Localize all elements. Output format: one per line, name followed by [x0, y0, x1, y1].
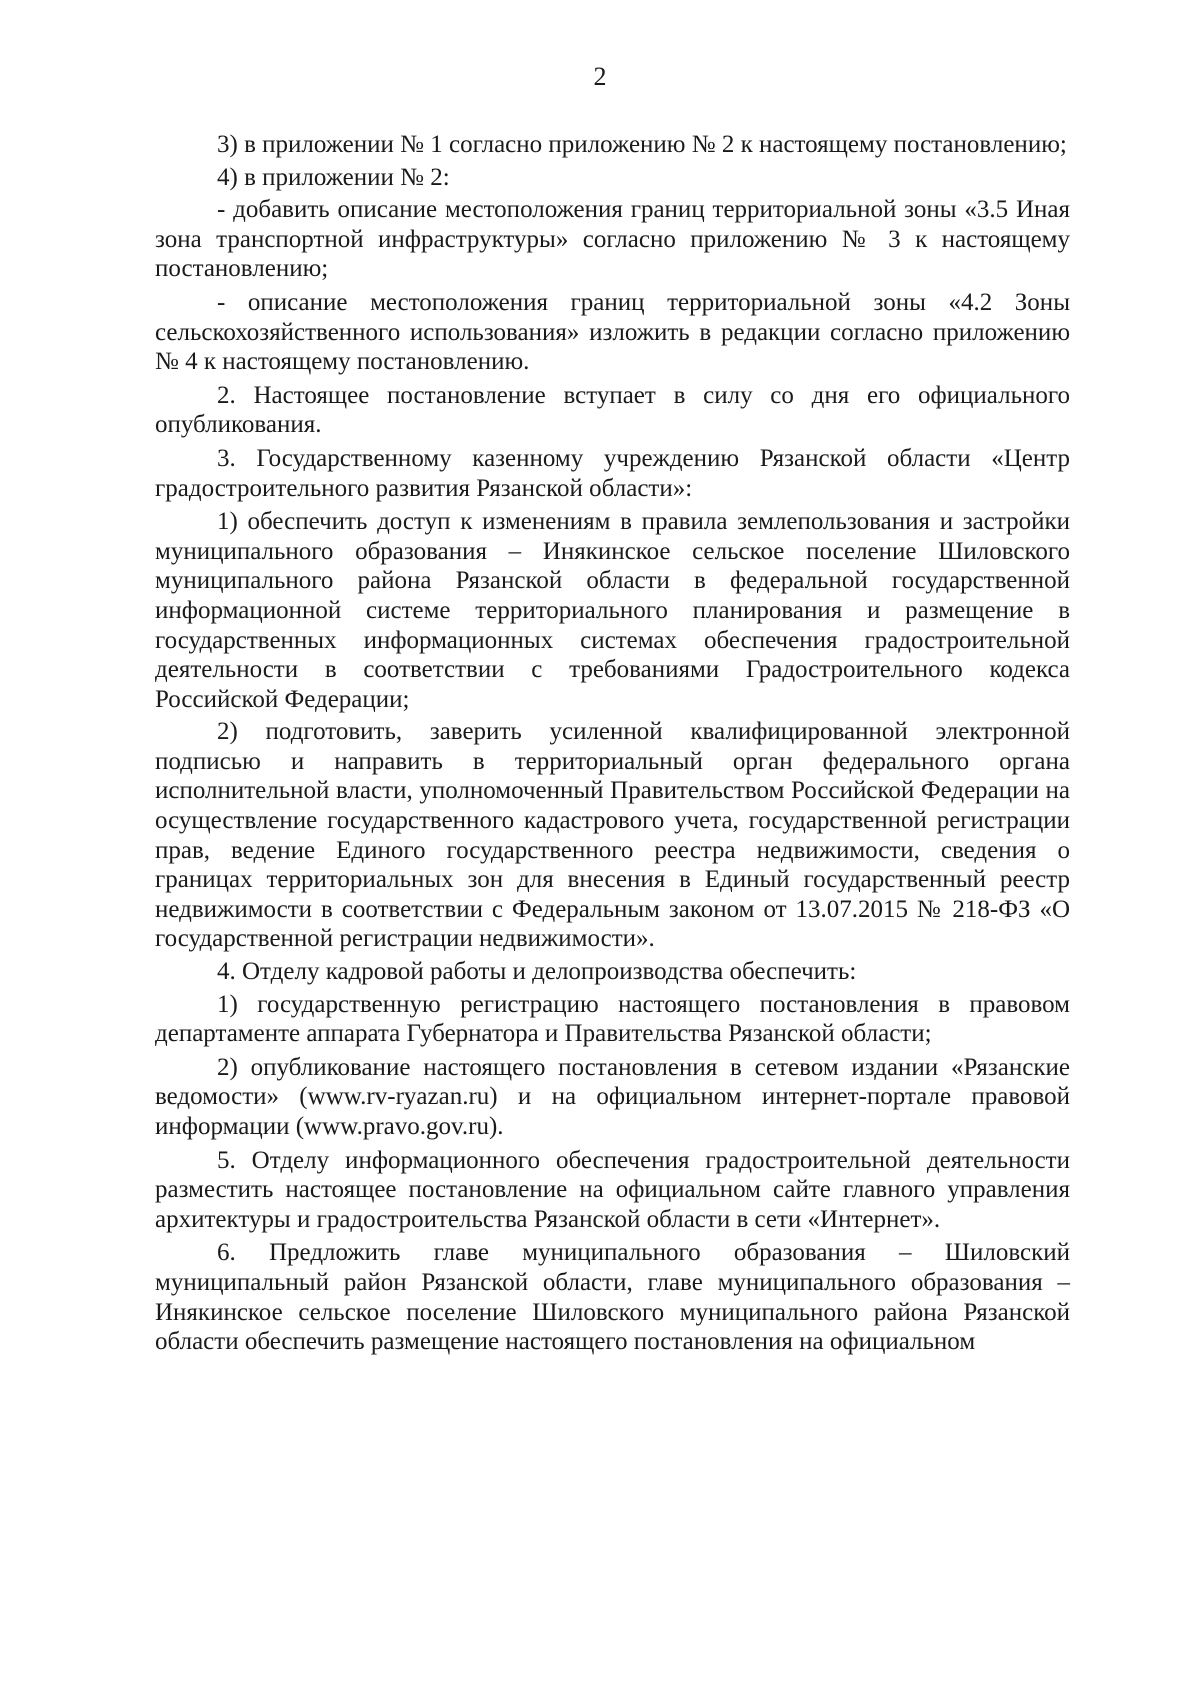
- paragraph-point-3-center: 3. Государственному казенному учреждению Рязанской области «Центр градостроительного развития Рязанской области»:: [155, 444, 1070, 502]
- paragraph-item-4-appendix-2: 4) в приложении № 2:: [217, 163, 450, 191]
- paragraph-point-3-1-access: 1) обеспечить доступ к изменениям в правила землепользования и застройки муниципального образования – Инякинское сельское поселение Шиловского муниципального района Рязанской области в федеральной государственной информационной системе территориального планирования и размещение в государственных информационных системах обеспечения градостроительной деятельности в соответствии с требованиями Градостроительного кодекса Российской Федерации;: [155, 508, 1070, 713]
- document-body: [155, 130, 1070, 1357]
- paragraph-point-2-effective: 2. Настоящее постановление вступает в силу со дня его официального опубликования.: [155, 381, 1070, 439]
- paragraph-point-5-info: 5. Отделу информационного обеспечения градостроительной деятельности разместить настоящее постановление на официальном сайте главного управления архитектуры и градостроительства Рязанской области в сети «Интернет».: [155, 1146, 1070, 1233]
- paragraph-point-3-2-prepare: 2) подготовить, заверить усиленной квалифицированной электронной подписью и направить в территориальный орган федерального органа исполнительной власти, уполномоченный Правительством Российской Федерации на осуществление государственного кадастрового учета, государственной регистрации прав, ведение Единого государственного реестра недвижимости, сведения о границах территориальных зон для внесения в Единый государственный реестр недвижимости в соответствии с Федеральным законом от 13.07.2015 № 218-ФЗ «О государственной регистрации недвижимости».: [155, 718, 1070, 953]
- paragraph-add-zone-3-5: - добавить описание местоположения границ территориальной зоны «3.5 Иная зона транспортной инфраструктуры» согласно приложению № 3 к настоящему постановлению;: [155, 196, 1070, 283]
- paragraph-item-3-appendix-1: 3) в приложении № 1 согласно приложению № 2 к настоящему постановлению;: [217, 131, 1067, 158]
- paragraph-point-4-1-registration: 1) государственную регистрацию настоящего постановления в правовом департаменте аппарата Губернатора и Правительства Рязанской области;: [155, 990, 1070, 1048]
- page-number: 2: [593, 62, 607, 91]
- paragraph-zone-4-2: - описание местоположения границ территориальной зоны «4.2 Зоны сельскохозяйственного использования» изложить в редакции согласно приложению № 4 к настоящему постановлению.: [155, 288, 1070, 376]
- paragraph-point-4-hr: 4. Отделу кадровой работы и делопроизводства обеспечить:: [217, 958, 857, 986]
- paragraph-point-4-2-publication: 2) опубликование настоящего постановления в сетевом издании «Рязанские ведомости» (www.rv-ryazan.ru) и на официальном интернет-портале правовой информации (www.pravo.gov.ru).: [155, 1053, 1070, 1140]
- paragraph-point-6-propose: 6. Предложить главе муниципального образования – Шиловский муниципальный район Рязанской области, главе муниципального образования – Инякинское сельское поселение Шиловского муниципального района Рязанской области обеспечить размещение настоящего постановления на официальном: [155, 1239, 1070, 1356]
